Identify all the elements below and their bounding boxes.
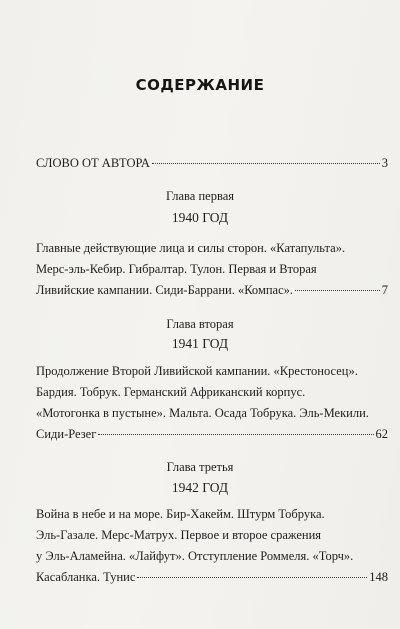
toc-page-number: 148 <box>369 570 388 584</box>
dot-leader <box>98 434 373 435</box>
toc-entry-label: Ливийские кампании. Сиди-Баррани. «Компас». <box>36 283 294 297</box>
toc-entry-label: Сиди-Резег <box>36 427 97 441</box>
chapter-label: Глава первая <box>165 189 234 203</box>
toc-entry-chapter-1 <box>36 282 388 298</box>
chapter-year: 1941 ГОД <box>171 336 229 351</box>
toc-entry-label: Касабланка. Тунис <box>36 570 136 584</box>
chapter-summary-line: Главные действующие лица и силы сторон. «Катапульта». <box>36 241 346 255</box>
dot-leader <box>295 290 380 291</box>
page-title: СОДЕРЖАНИЕ <box>135 76 265 94</box>
dot-leader <box>152 163 380 164</box>
chapter-summary-line: Продолжение Второй Ливийской кампании. «Крестоносец». <box>36 364 358 378</box>
toc-entry-chapter-2 <box>36 426 388 442</box>
toc-page-number: 62 <box>375 427 388 441</box>
chapter-summary-line: «Мотогонка в пустыне». Мальта. Осада Тобрука. Эль-Мекили. <box>36 406 369 420</box>
chapter-summary-line: у Эль-Аламейна. «Лайфут». Отступление Роммеля. «Торч». <box>36 549 354 563</box>
toc-page-number: 7 <box>381 283 388 297</box>
chapter-summary-line: Мерс-эль-Кебир. Гибралтар. Тулон. Первая и Вторая <box>36 262 317 276</box>
toc-page-number: 3 <box>381 156 388 170</box>
toc-entry-label: СЛОВО ОТ АВТОРА <box>36 156 150 170</box>
toc-entry-chapter-3 <box>36 569 388 585</box>
chapter-year: 1942 ГОД <box>171 480 229 495</box>
chapter-summary-line: Эль-Газале. Мерс-Матрух. Первое и второе сражения <box>36 528 322 542</box>
chapter-summary-line: Война в небе и на море. Бир-Хакейм. Штурм Тобрука. <box>36 507 325 521</box>
dot-leader <box>137 577 367 578</box>
chapter-label: Глава третья <box>166 460 234 474</box>
chapter-summary-line: Бардия. Тобрук. Германский Африканский корпус. <box>36 385 306 399</box>
toc-entry-foreword <box>36 155 388 171</box>
chapter-year: 1940 ГОД <box>171 210 229 225</box>
chapter-label: Глава вторая <box>166 317 234 331</box>
